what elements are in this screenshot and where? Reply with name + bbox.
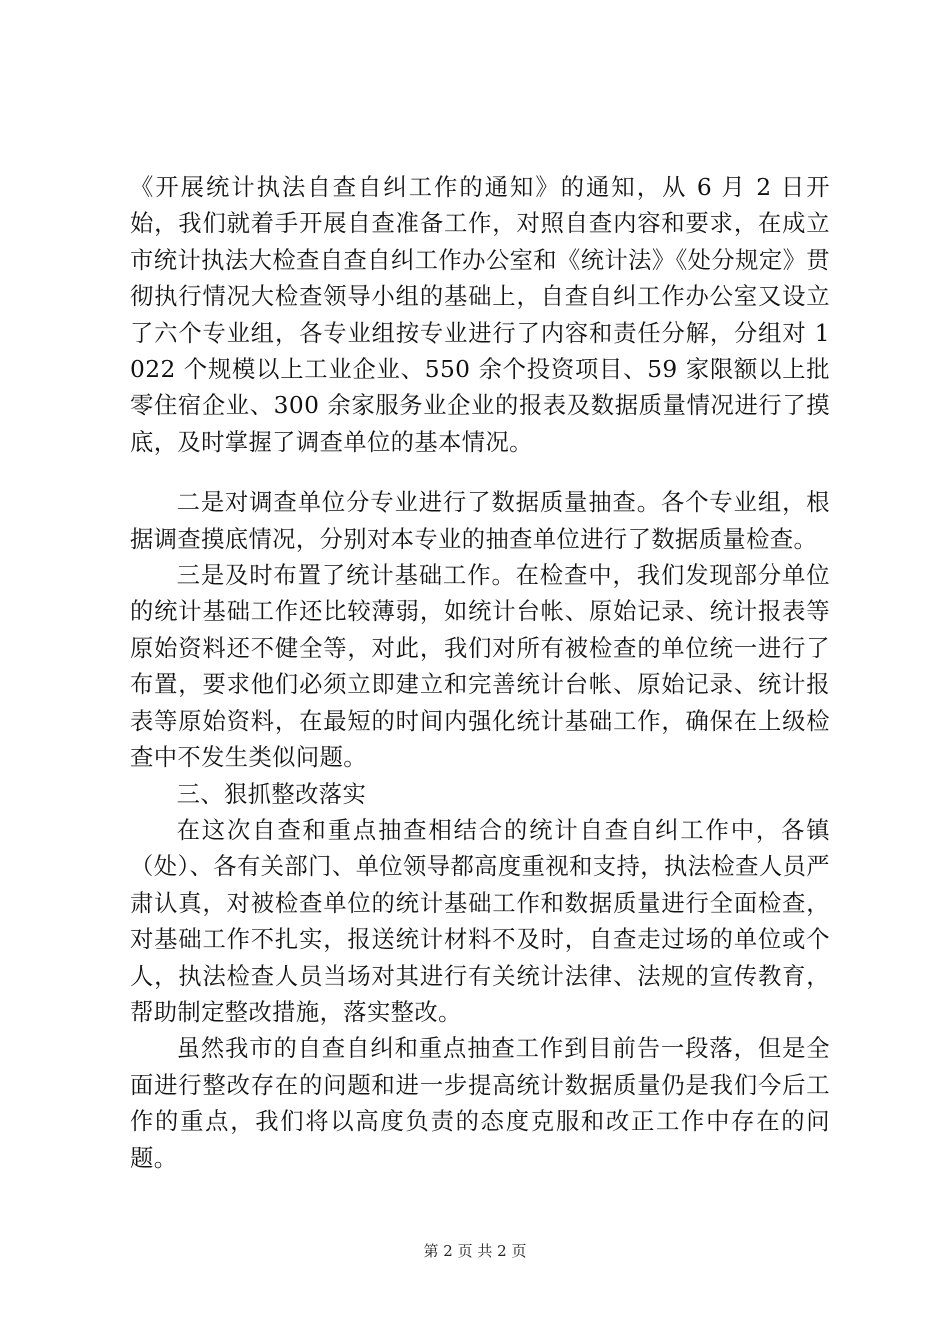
paragraph-inspection-process: 在这次自查和重点抽查相结合的统计自查自纠工作中，各镇（处）、各有关部门、单位领导都高度重视和支持，执法检查人员严肃认真，对被检查单位的统计基础工作和数据质量进行全面检查，对基础工作不扎实，报送统计材料不及时，自查走过场的单位或个人，执法检查人员当场对其进行有关统计法律、法规的宣传教育，帮助制定整改措施，落实整改。 — [130, 816, 830, 1026]
paragraph-data-quality-check: 二是对调查单位分专业进行了数据质量抽查。各个专业组，根据调查摸底情况，分别对本专业的抽查单位进行了数据质量检查。 — [130, 489, 830, 553]
document-body — [130, 170, 830, 1177]
paragraph-notice-continuation: 《开展统计执法自查自纠工作的通知》的通知，从 6 月 2 日开始，我们就着手开展自查准备工作，对照自查内容和要求，在成立市统计执法大检查自查自纠工作办公室和《统计法》《处分规定》贯彻执行情况大检查领导小组的基础上，自查自纠工作办公室又设立了六个专业组，各专业组按专业进行了内容和责任分解，分组对 1022 个规模以上工业企业、550 余个投资项目、59 家限额以上批零住宿企业、300 余家服务业企业的报表及数据质量情况进行了摸底，及时掌握了调查单位的基本情况。 — [130, 174, 830, 456]
section-heading-rectification: 三、狠抓整改落实 — [176, 780, 367, 808]
paragraph-basic-work-arrangement: 三是及时布置了统计基础工作。在检查中，我们发现部分单位的统计基础工作还比较薄弱，如统计台帐、原始记录、统计报表等原始资料还不健全等，对此，我们对所有被检查的单位统一进行了布置，要求他们必须立即建立和完善统计台帐、原始记录、统计报表等原始资料，在最短的时间内强化统计基础工作，确保在上级检查中不发生类似问题。 — [130, 562, 830, 772]
page-number-footer: 第 2 页 共 2 页 — [423, 1242, 527, 1260]
paragraph-conclusion: 虽然我市的自查自纠和重点抽查工作到目前告一段落，但是全面进行整改存在的问题和进一步提高统计数据质量仍是我们今后工作的重点，我们将以高度负责的态度克服和改正工作中存在的问题。 — [130, 1035, 830, 1172]
paragraph-gap — [130, 461, 830, 485]
